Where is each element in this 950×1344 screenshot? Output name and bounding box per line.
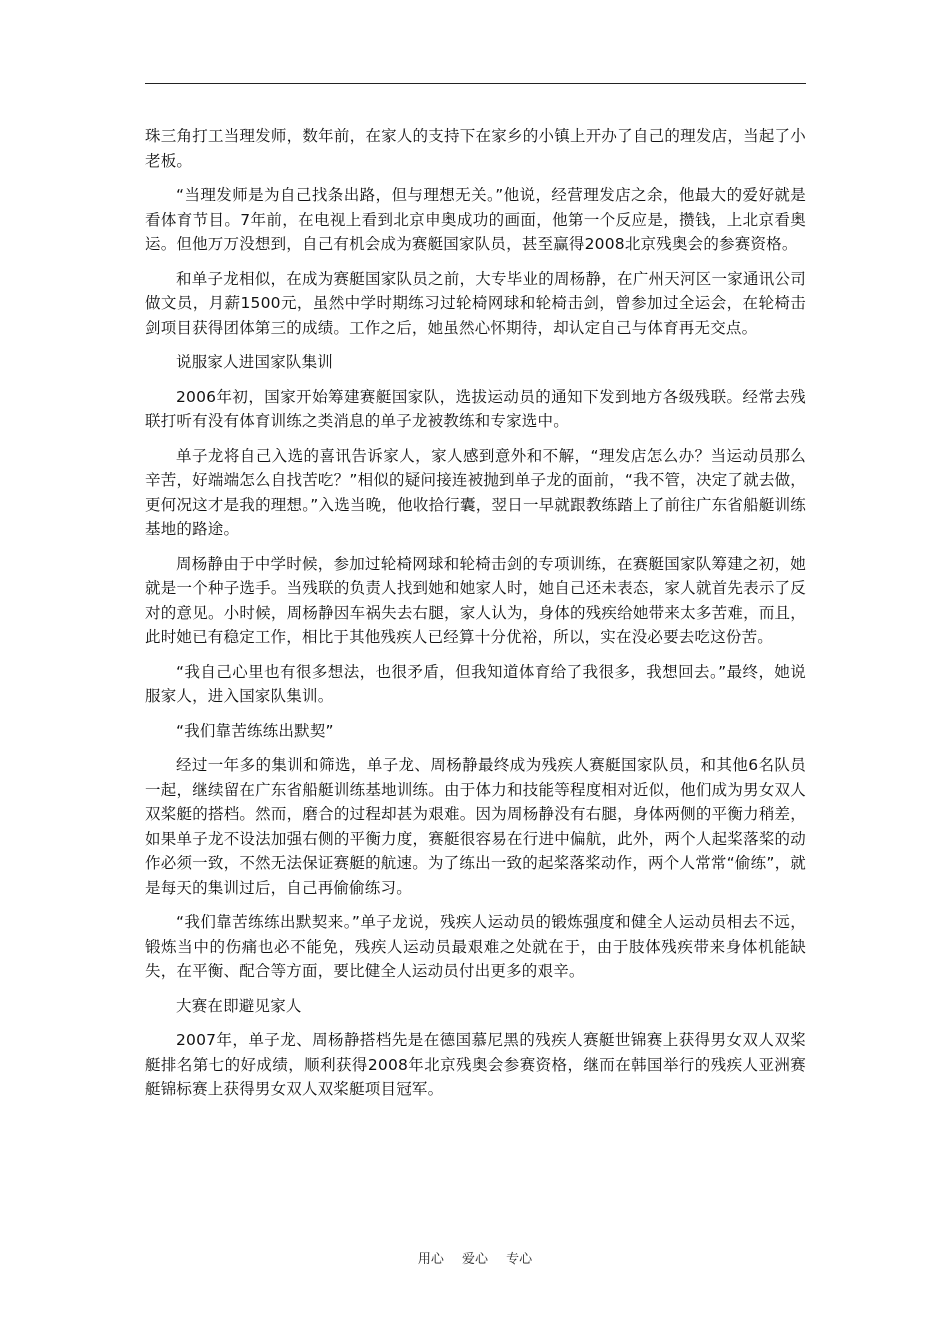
paragraph: 2007年，单子龙、周杨静搭档先是在德国慕尼黑的残疾人赛艇世锦赛上获得男女双人双桨艇排名第七的好成绩，顺利获得2008年北京残奥会参赛资格，继而在韩国举行的残疾人亚洲赛艇锦标赛上获得男女双人双桨艇项目冠军。 <box>145 1031 806 1098</box>
paragraph: “当理发师是为自己找条出路，但与理想无关。”他说，经营理发店之余，他最大的爱好就是看体育节目。7年前，在电视上看到北京申奥成功的画面，他第一个反应是，攒钱，上北京看奥运。但他万万没想到，自己有机会成为赛艇国家队员，甚至赢得2008北京残奥会的参赛资格。 <box>145 186 806 253</box>
page-footer: 用心 爱心 专心 <box>417 1252 533 1267</box>
paragraph: “我自己心里也有很多想法，也很矛盾，但我知道体育给了我很多，我想回去。”最终，她说服家人，进入国家队集训。 <box>145 662 806 705</box>
paragraph: 2006年初，国家开始筹建赛艇国家队，选拔运动员的通知下发到地方各级残联。经常去残联打听有没有体育训练之类消息的单子龙被教练和专家选中。 <box>145 387 806 430</box>
section-heading: 大赛在即避见家人 <box>176 996 302 1015</box>
paragraph: 周杨静由于中学时候，参加过轮椅网球和轮椅击剑的专项训练，在赛艇国家队筹建之初，她就是一个种子选手。当残联的负责人找到她和她家人时，她自己还未表态，家人就首先表示了反对的意见。小时候，周杨静因车祸失去右腿，家人认为，身体的残疾给她带来太多苦难，而且，此时她已有稳定工作，相比于其他残疾人已经算十分优裕，所以，实在没必要去吃这份苦。 <box>145 554 806 646</box>
paragraph: 和单子龙相似，在成为赛艇国家队员之前，大专毕业的周杨静，在广州天河区一家通讯公司做文员，月薪1500元，虽然中学时期练习过轮椅网球和轮椅击剑，曾参加过全运会，在轮椅击剑项目获得团体第三的成绩。工作之后，她虽然心怀期待，却认定自己与体育再无交点。 <box>145 269 806 337</box>
header-rule <box>145 83 806 84</box>
section-heading: “我们靠苦练练出默契” <box>176 721 334 740</box>
paragraph: “我们靠苦练练出默契来。”单子龙说，残疾人运动员的锻炼强度和健全人运动员相去不远，锻炼当中的伤痛也必不能免，残疾人运动员最艰难之处就在于，由于肢体残疾带来身体机能缺失，在平衡、配合等方面，要比健全人运动员付出更多的艰辛。 <box>145 913 806 980</box>
paragraph: 单子龙将自己入选的喜讯告诉家人，家人感到意外和不解，“理发店怎么办？当运动员那么辛苦，好端端怎么自找苦吃？”相似的疑问接连被抛到单子龙的面前，“我不管，决定了就去做，更何况这才是我的理想。”入选当晚，他收拾行囊，翌日一早就跟教练踏上了前往广东省船艇训练基地的路途。 <box>145 446 806 538</box>
paragraph: 珠三角打工当理发师，数年前，在家人的支持下在家乡的小镇上开办了自己的理发店，当起了小老板。 <box>145 127 806 170</box>
document-body <box>145 124 806 1112</box>
paragraph: 经过一年多的集训和筛选，单子龙、周杨静最终成为残疾人赛艇国家队员，和其他6名队员一起，继续留在广东省船艇训练基地训练。由于体力和技能等程度相对近似，他们成为男女双人双桨艇的搭档。然而，磨合的过程却甚为艰难。因为周杨静没有右腿，身体两侧的平衡力稍差，如果单子龙不设法加强右侧的平衡力度，赛艇很容易在行进中偏航，此外，两个人起桨落桨的动作必须一致，不然无法保证赛艇的航速。为了练出一致的起桨落桨动作，两个人常常“偷练”，就是每天的集训过后，自己再偷偷练习。 <box>145 756 806 897</box>
section-heading: 说服家人进国家队集训 <box>176 353 334 371</box>
